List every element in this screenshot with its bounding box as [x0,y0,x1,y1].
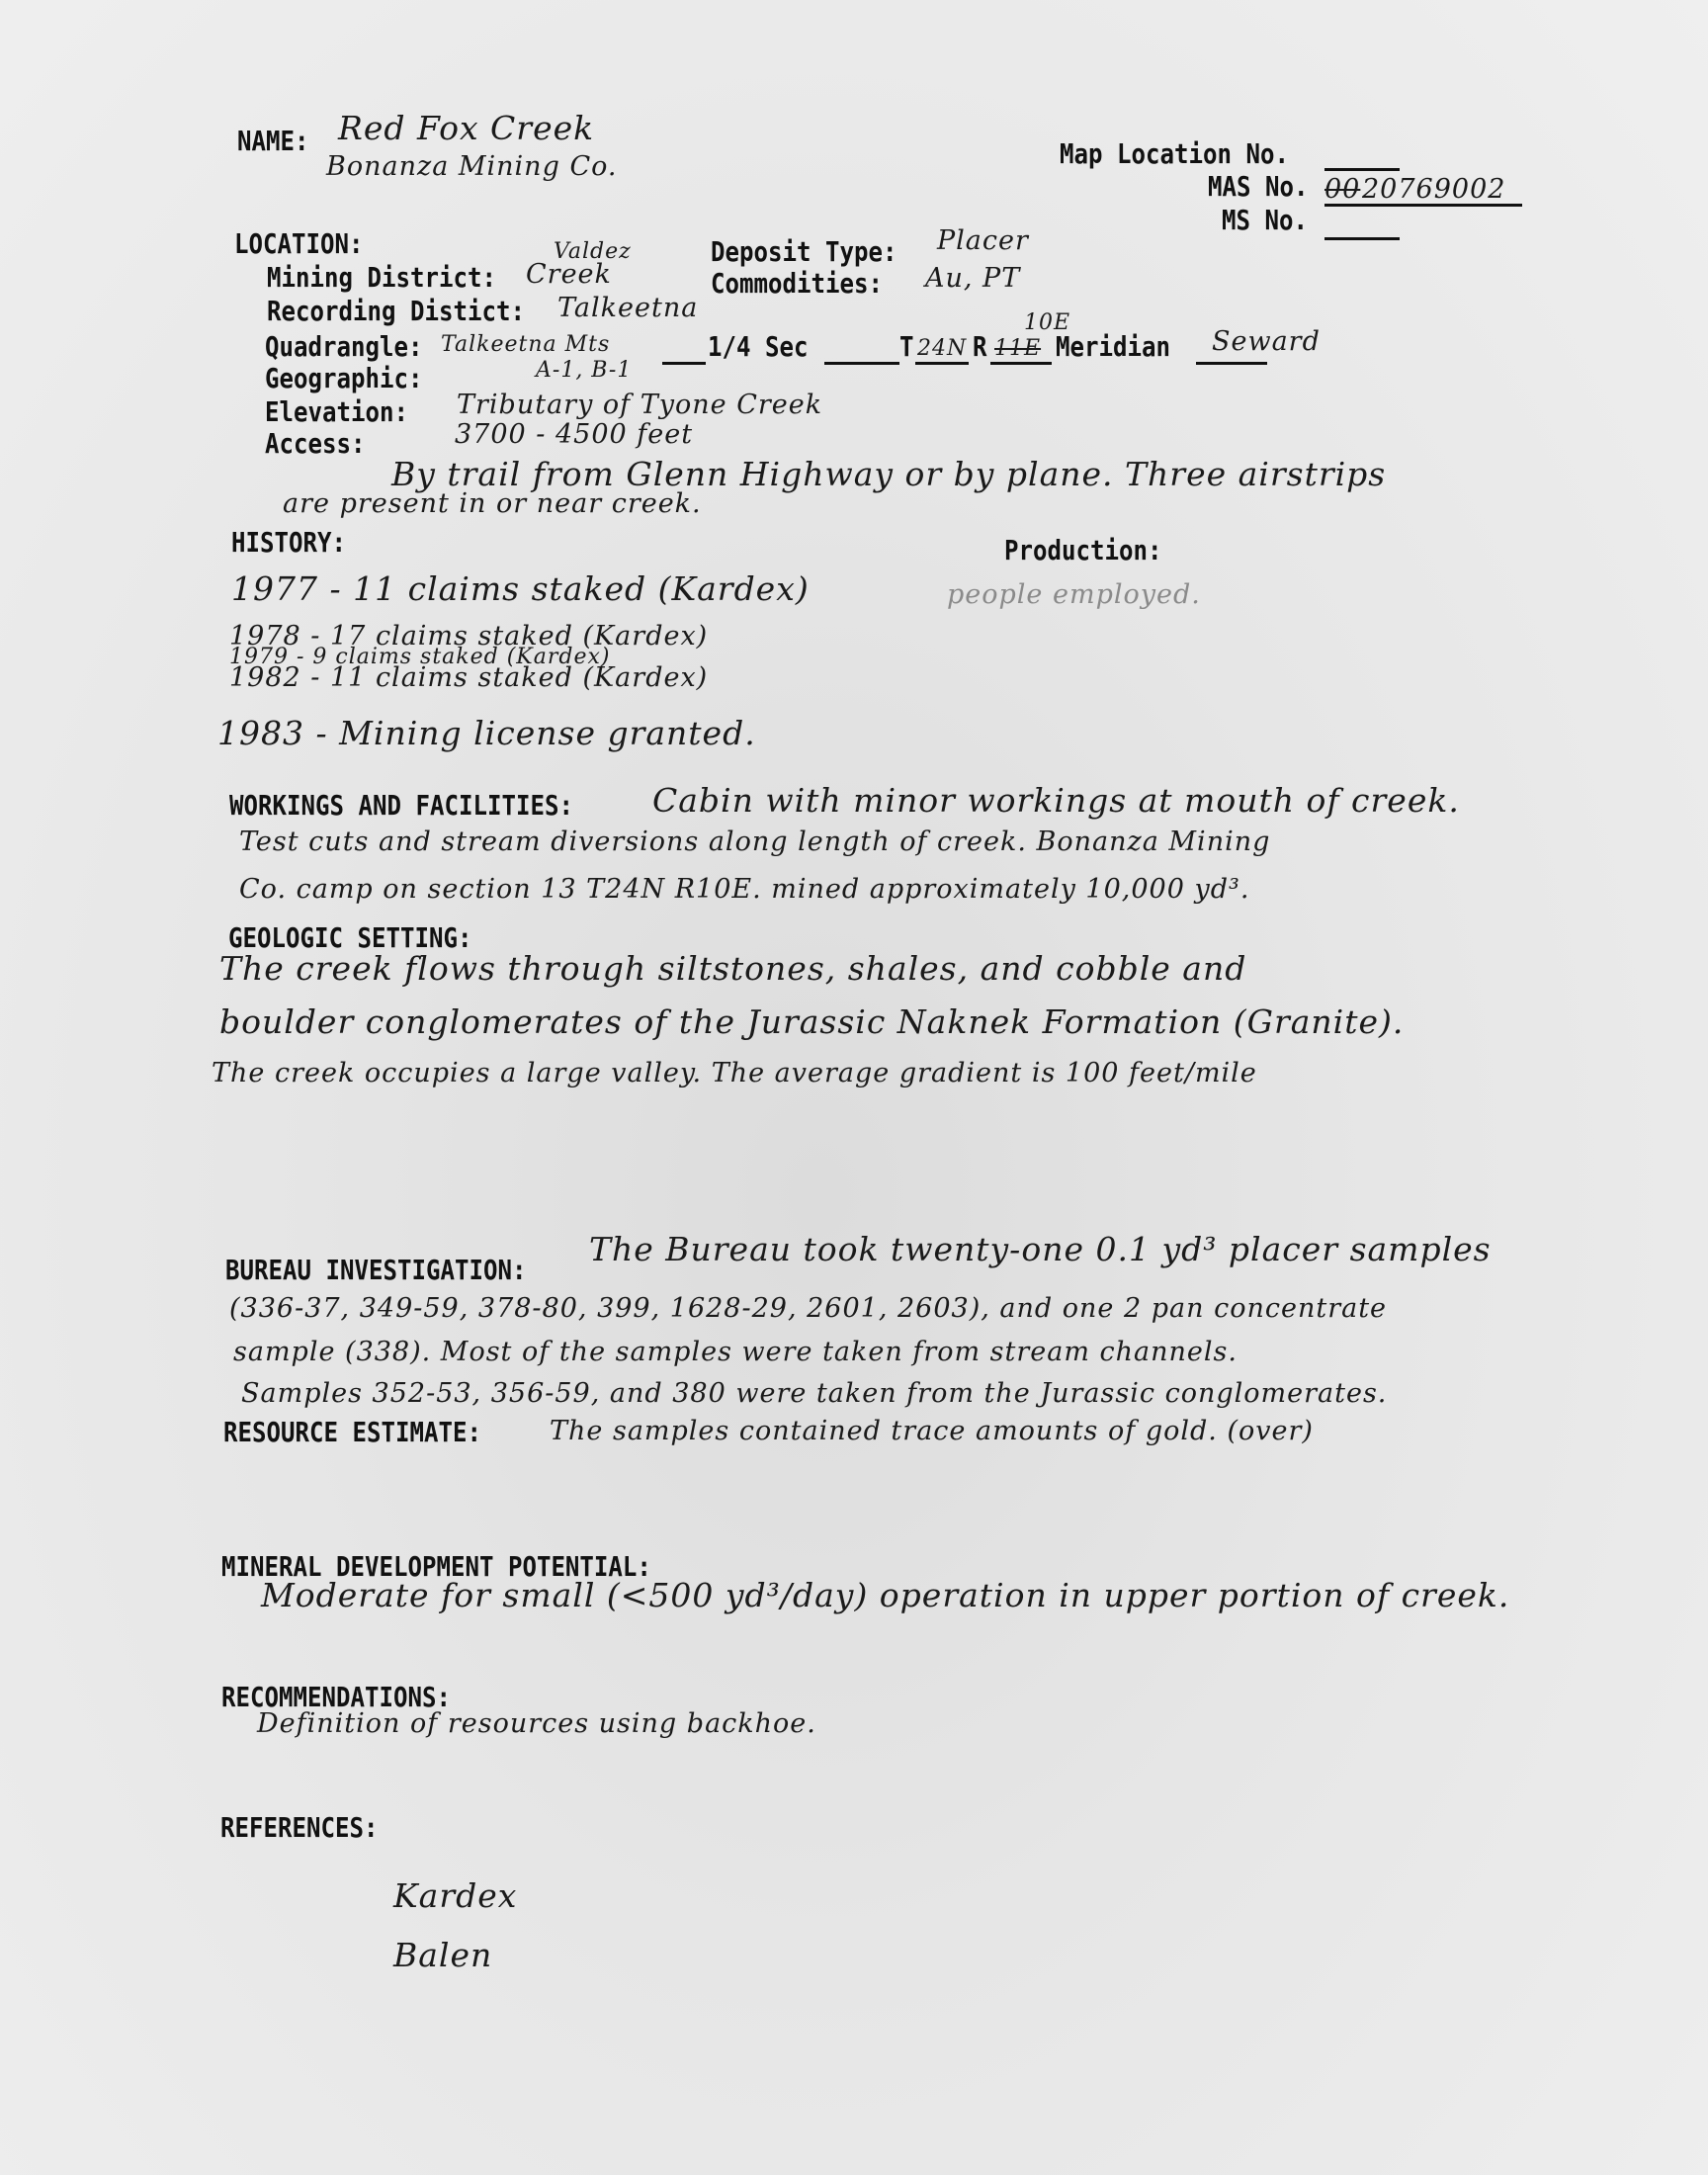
range-value: 11E [994,336,1042,361]
geologic-setting-label: GEOLOGIC SETTING: [228,921,472,954]
history-entry: 1977 - 11 claims staked (Kardex) [231,569,810,608]
commodities-value: Au, PT [925,263,1021,294]
map-location-blank [1324,168,1400,171]
ms-label: MS No. [1222,204,1308,236]
references-label: REFERENCES: [220,1811,379,1844]
range-underline [990,362,1052,365]
ms-blank [1324,237,1400,240]
history-entry: 1982 - 11 claims staked (Kardex) [229,662,709,693]
workings-line-1: Cabin with minor workings at mouth of creek. [652,781,1460,820]
elevation-label: Elevation: [265,395,408,428]
quadrangle-blank [662,362,706,365]
name-label: NAME: [237,125,309,157]
access-elevation: 3700 - 4500 feet [455,419,694,450]
deposit-type-label: Deposit Type: [711,235,897,268]
bureau-line-2: (336-37, 349-59, 378-80, 399, 1628-29, 2601, 2603), and one 2 pan concentrate [229,1293,1388,1324]
geologic-line-1: The creek flows through siltstones, shales, and cobble and [219,949,1247,988]
access-label: Access: [265,427,366,460]
mining-district-value: Creek [526,259,612,290]
meridian-label: Meridian [1056,330,1170,363]
geographic-value: A-1, B-1 [536,358,633,383]
map-location-label: Map Location No. [1060,137,1289,170]
bureau-line-4: Samples 352-53, 356-59, and 380 were taken from the Jurassic conglomerates. [241,1378,1388,1409]
recording-district-label: Recording Distict: [267,295,525,327]
recommendations-label: RECOMMENDATIONS: [221,1681,451,1713]
quadrangle-label: Quadrangle: [265,330,423,363]
history-label: HISTORY: [231,526,346,559]
range-correction: 10E [1024,310,1071,335]
reference-item: Balen [393,1936,493,1974]
township-label: T [899,330,914,363]
meridian-underline [1196,362,1267,365]
quadrangle-value: Talkeetna Mts [441,332,611,357]
bureau-investigation-label: BUREAU INVESTIGATION: [225,1254,527,1286]
history-entry: 1978 - 17 claims staked (Kardex) [229,621,709,652]
workings-line-2: Test cuts and stream diversions along length of creek. Bonanza Mining [239,826,1271,857]
bureau-line-1: The Bureau took twenty-one 0.1 yd³ placer samples [589,1230,1492,1268]
reference-item: Kardex [393,1876,518,1915]
workings-label: WORKINGS AND FACILITIES: [229,789,573,822]
mas-value: 20769002 [1362,174,1506,205]
range-label: R [973,330,987,363]
resource-estimate-label: RESOURCE ESTIMATE: [223,1416,481,1448]
mining-district-value-top: Valdez [554,239,632,264]
recording-district-value: Talkeetna [557,293,699,323]
workings-line-3: Co. camp on section 13 T24N R10E. mined approximately 10,000 yd³. [239,874,1250,905]
mas-underline [1324,204,1522,207]
company-name: Bonanza Mining Co. [326,151,618,182]
township-value: 24N [917,336,968,361]
mineral-development-potential-label: MINERAL DEVELOPMENT POTENTIAL: [221,1550,651,1583]
history-entry: 1983 - Mining license granted. [217,714,756,752]
deposit-type-value: Placer [937,225,1029,256]
quarter-section-label: 1/4 Sec [708,330,809,363]
history-entry: 1979 - 9 claims staked (Kardex) [229,645,611,669]
location-label: LOCATION: [234,227,364,260]
bureau-line-3: sample (338). Most of the samples were taken from stream channels. [233,1337,1238,1367]
resource-estimate-value: The samples contained trace amounts of gold. (over) [550,1416,1314,1446]
township-underline [915,362,969,365]
elevation-note: Tributary of Tyone Creek [457,390,823,420]
mineral-development-potential-value: Moderate for small (<500 yd³/day) operation in upper portion of creek. [261,1576,1510,1614]
name-value: Red Fox Creek [338,109,595,147]
production-label: Production: [1004,534,1162,566]
geographic-label: Geographic: [265,362,423,394]
commodities-label: Commodities: [711,267,883,300]
mas-struck-digits: 00 [1324,174,1361,205]
recommendations-value: Definition of resources using backhoe. [257,1708,816,1739]
geologic-line-3: The creek occupies a large valley. The average gradient is 100 feet/mile [212,1058,1257,1088]
meridian-value: Seward [1212,326,1321,357]
access-line-1: By trail from Glenn Highway or by plane. Three airstrips [391,455,1387,493]
access-line-2: are present in or near creek. [283,488,702,519]
mining-district-label: Mining District: [267,261,496,294]
history-faint-note: people employed. [947,579,1201,610]
quarter-section-blank [824,362,899,365]
geologic-line-2: boulder conglomerates of the Jurassic Naknek Formation (Granite). [219,1002,1405,1041]
mas-label: MAS No. [1208,170,1309,203]
